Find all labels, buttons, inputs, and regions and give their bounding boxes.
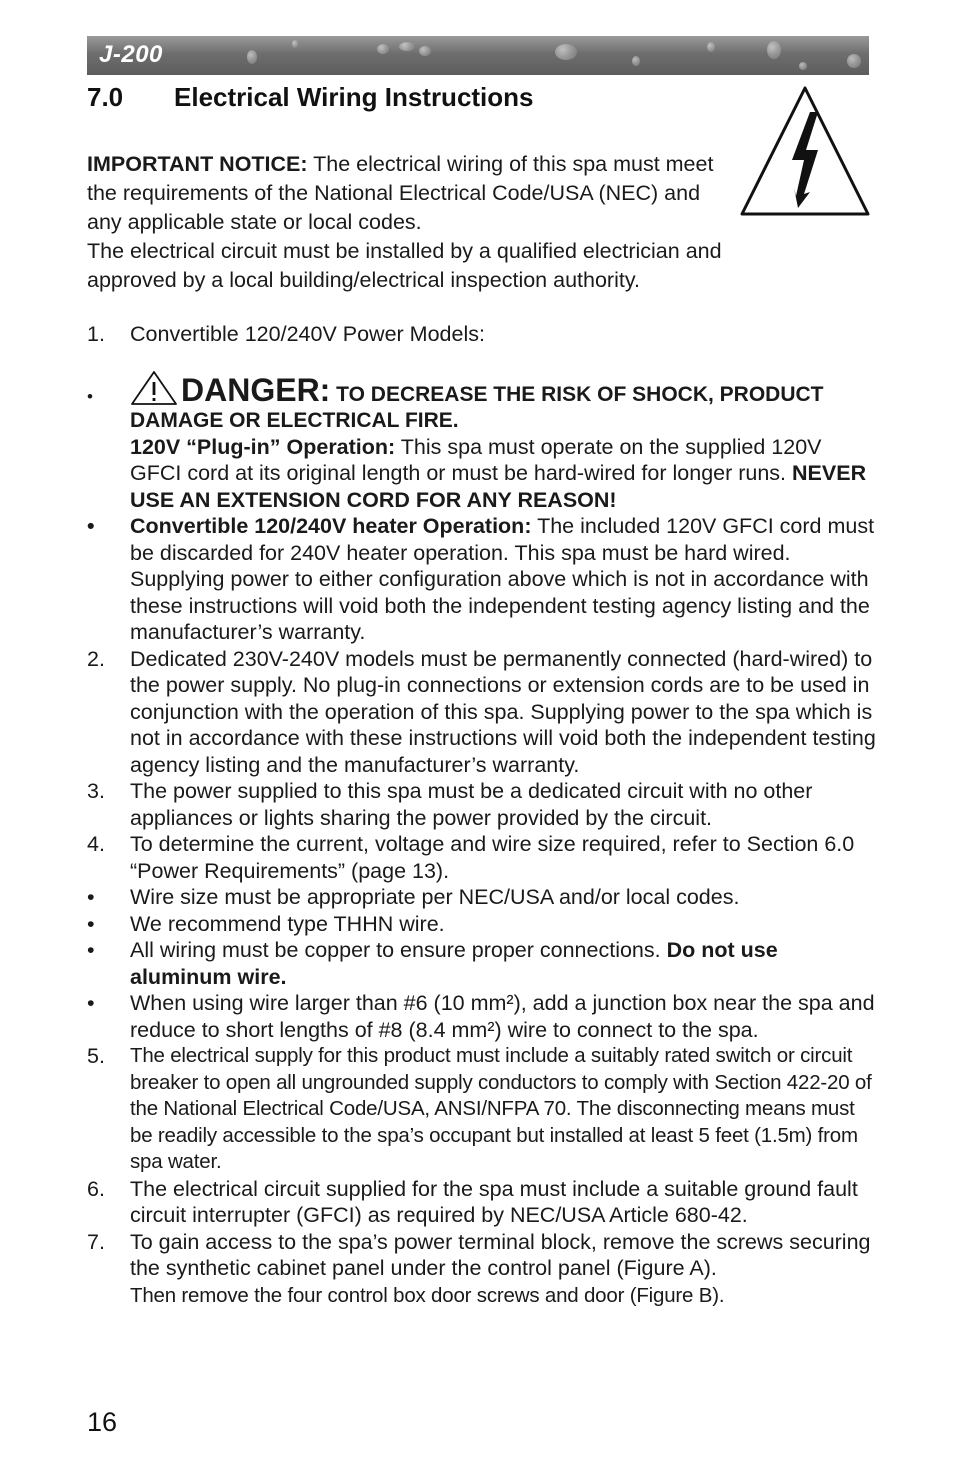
list-marker: 5. — [87, 1044, 105, 1068]
list-item — [87, 778, 877, 831]
list-marker: • — [87, 991, 95, 1015]
list-marker: • — [87, 938, 95, 962]
convertible-operation-label: Convertible 120/240V heater Operation: — [130, 514, 532, 538]
plugin-operation-body: This spa must operate on the supplied 120V GFCI cord at its original length or must be hard-wired for longer runs. — [130, 434, 822, 485]
list-item — [87, 646, 877, 779]
list-item-text: The power supplied to this spa must be a dedicated circuit with no other appliances or lights sharing the power provided by the circuit. — [130, 779, 813, 830]
convertible-operation-body: The included 120V GFCI cord must be discarded for 240V heater operation. This spa must be hard wired. Supplying power to either configuration above which is not in accordance with these instructions will void both the independent testing agency listing and the manufacturer’s warranty. — [130, 514, 875, 644]
document-title: J-200 — [99, 41, 163, 68]
danger-caption: TO DECREASE THE RISK OF SHOCK, PRODUCT DAMAGE OR ELECTRICAL FIRE. — [130, 382, 824, 432]
list-item — [87, 990, 877, 1043]
list-marker: 6. — [87, 1176, 105, 1201]
list-item-text: All wiring must be copper to ensure proper connections. — [130, 938, 667, 962]
wiring-instructions-list — [87, 321, 877, 1309]
section-title: Electrical Wiring Instructions — [174, 82, 534, 112]
list-item — [87, 1176, 877, 1229]
list-marker: • — [87, 514, 95, 538]
list-item-text: The electrical circuit supplied for the spa must include a suitable ground fault circuit interrupter (GFCI) as required by NEC/USA Article 680-42. — [130, 1176, 858, 1227]
list-item-text: Convertible 120/240V Power Models: — [130, 322, 485, 346]
header-bar — [87, 36, 869, 75]
notice-label: IMPORTANT NOTICE: — [87, 152, 308, 176]
list-item — [87, 831, 877, 884]
list-item — [87, 937, 877, 990]
plugin-operation-label: 120V “Plug-in” Operation: — [130, 434, 396, 459]
section-number: 7.0 — [87, 82, 124, 112]
page-number: 16 — [87, 1407, 118, 1437]
list-marker: • — [87, 911, 95, 936]
list-item-text: Wire size must be appropriate per NEC/USA and/or local codes. — [130, 885, 740, 909]
list-item-text: When using wire larger than #6 (10 mm²), add a junction box near the spa and reduce to short lengths of #8 (8.4 mm²) wire to connect to the spa. — [130, 991, 875, 1042]
list-marker: 4. — [87, 832, 105, 856]
caution-triangle-icon — [130, 370, 178, 406]
list-item — [87, 1229, 877, 1310]
notice-text — [87, 150, 727, 237]
list-item-text: The electrical supply for this product must include a suitably rated switch or circuit breaker to open all ungrounded supply conductors to comply with Section 422-20 of the National Electrical Code/USA, ANSI/NFPA 70. The disconnecting means must be readily accessible to the spa’s occupant but installed at least 5 feet (1.5m) from spa water. — [130, 1044, 872, 1173]
list-marker: • — [87, 386, 93, 406]
extension-cord-warning: NEVER USE AN EXTENSION CORD FOR ANY REASON! — [130, 461, 867, 512]
list-item-text-2: Then remove the four control box door screws and door (Figure B). — [130, 1283, 725, 1307]
list-marker: • — [87, 885, 95, 909]
danger-label: DANGER: — [181, 371, 331, 408]
notice-body: The electrical wiring of this spa must meet the requirements of the National Electrical Code/USA (NEC) and any applicable state or local codes. — [87, 152, 714, 234]
danger-notice — [87, 370, 877, 514]
notice-body-2: The electrical circuit must be installed by a qualified electrician and approved by a local building/electrical inspection authority. — [87, 239, 722, 292]
list-item — [87, 321, 877, 348]
list-marker: 2. — [87, 646, 105, 671]
list-item — [87, 884, 877, 911]
list-item-text: Dedicated 230V-240V models must be permanently connected (hard-wired) to the power supply. No plug-in connections or extension cords are to be used in conjunction with the operation of this spa. Supplying power to the spa which is not in accordance with these instructions will void both the independent testing agency listing and the manufacturer’s warranty. — [130, 646, 876, 777]
list-item — [87, 1043, 877, 1176]
list-item — [87, 513, 877, 646]
list-marker: 1. — [87, 322, 105, 346]
list-item — [87, 911, 877, 938]
list-marker: 3. — [87, 779, 105, 803]
list-marker: 7. — [87, 1229, 105, 1254]
list-item-text: To gain access to the spa’s power terminal block, remove the screws securing the synthetic cabinet panel under the control panel (Figure A). — [130, 1229, 871, 1280]
aluminum-wire-warning: Do not use aluminum wire. — [130, 938, 778, 989]
list-item-text: We recommend type THHN wire. — [130, 911, 445, 936]
section-heading — [87, 82, 534, 113]
important-notice — [87, 150, 807, 295]
list-item-text: To determine the current, voltage and wire size required, refer to Section 6.0 “Power Requirements” (page 13). — [130, 832, 855, 883]
